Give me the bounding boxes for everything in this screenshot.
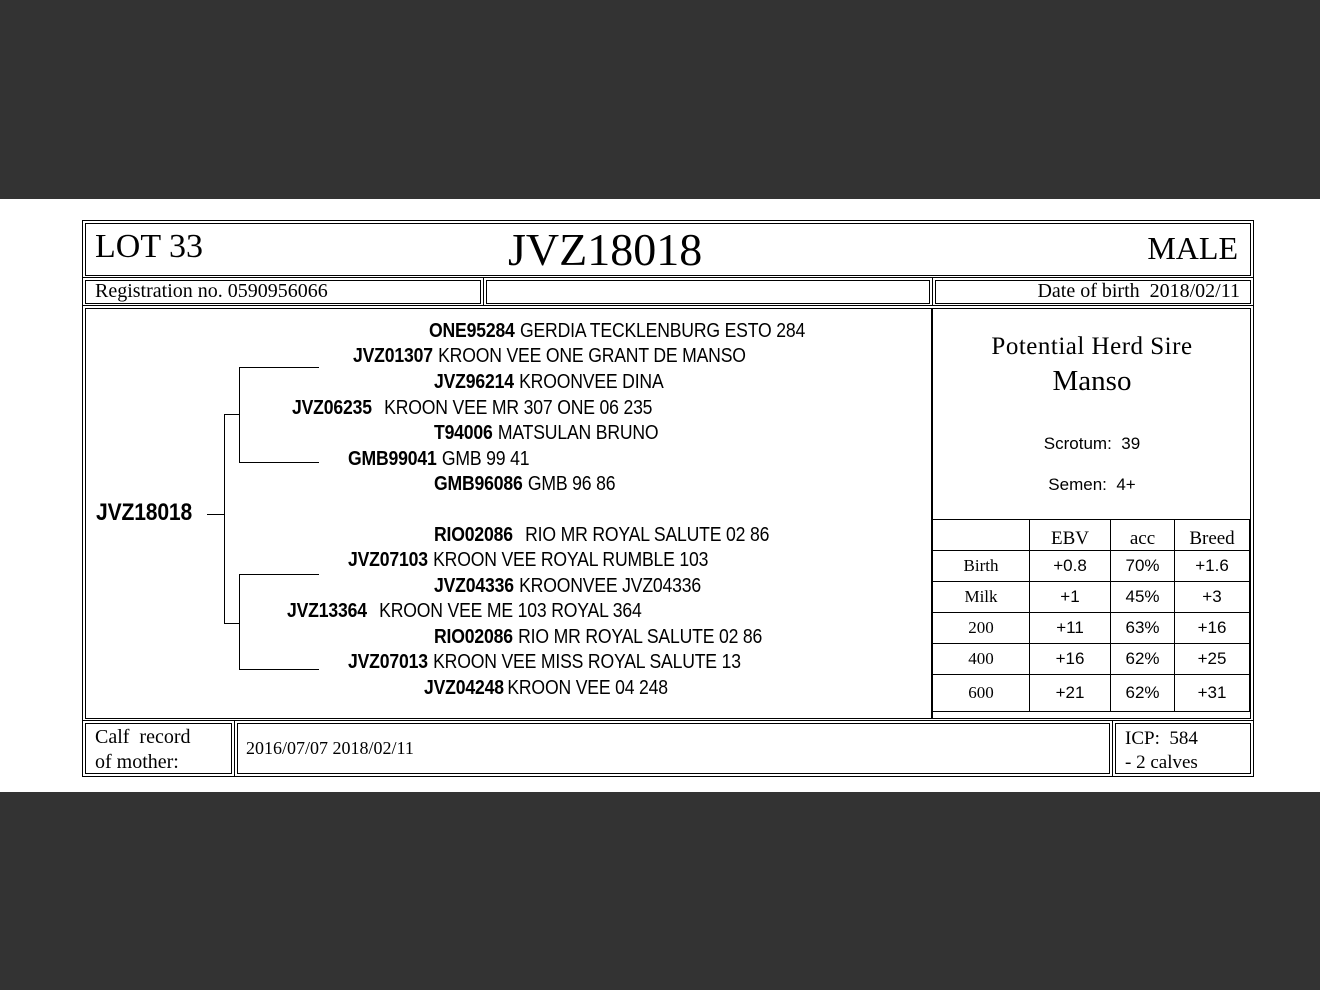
dam-grand-vertical (239, 574, 240, 669)
pedigree-entry: T94006 MATSULAN BRUNO (434, 422, 659, 444)
ebv-row (933, 644, 1250, 675)
ebv-row-label: Birth (933, 551, 1030, 582)
sire-dam-connector (239, 462, 319, 463)
ebv-row (933, 613, 1250, 644)
dam-sire-connector (239, 574, 319, 575)
breed-header: Breed (1175, 520, 1250, 551)
lot-number: LOT 33 (95, 228, 203, 265)
semen-info (933, 475, 1251, 495)
semen-label: Semen: (1048, 475, 1107, 494)
scrotum-value: 39 (1121, 434, 1141, 453)
catalogue-sheet (0, 199, 1320, 792)
dam-dam-connector (239, 669, 319, 670)
registration-number (95, 280, 328, 303)
breed-value: +3 (1175, 582, 1250, 613)
sire-connector (224, 414, 239, 415)
acc-value: 70% (1111, 551, 1175, 582)
parents-vertical (224, 414, 225, 623)
ebv-value: +0.8 (1030, 551, 1111, 582)
sire-grand-vertical (239, 367, 240, 462)
registration-value: 0590956066 (227, 280, 328, 302)
ebv-header-row (933, 520, 1250, 551)
ebv-row-label: Milk (933, 582, 1030, 613)
pedigree-entry: JVZ07103 KROON VEE ROYAL RUMBLE 103 (348, 549, 709, 571)
breed-value: +25 (1175, 644, 1250, 675)
dob-label: Date of birth (1037, 280, 1140, 302)
pedigree-entry: JVZ04336 KROONVEE JVZ04336 (434, 575, 701, 597)
pedigree-entry: JVZ13364 KROON VEE ME 103 ROYAL 364 (287, 600, 642, 622)
remarks-line-1: Potential Herd Sire (991, 333, 1193, 360)
pedigree-entry: JVZ07013 KROON VEE MISS ROYAL SALUTE 13 (348, 651, 741, 673)
pedigree-entry: JVZ06235 KROON VEE MR 307 ONE 06 235 (292, 397, 653, 419)
pedigree-entry: RIO02086 RIO MR ROYAL SALUTE 02 86 (434, 524, 770, 546)
dam-connector (224, 623, 239, 624)
scrotum-info (933, 434, 1251, 454)
ebv-value: +21 (1030, 675, 1111, 712)
acc-value: 63% (1111, 613, 1175, 644)
breed-value: +1.6 (1175, 551, 1250, 582)
ebv-corner-cell (933, 520, 1030, 551)
semen-value: 4+ (1116, 475, 1136, 494)
sire-sire-connector (239, 367, 319, 368)
ebv-row (933, 582, 1250, 613)
dob-value: 2018/02/11 (1149, 280, 1240, 302)
pedigree-entry: RIO02086 RIO MR ROYAL SALUTE 02 86 (434, 626, 763, 648)
acc-value: 62% (1111, 675, 1175, 712)
ebv-value: +16 (1030, 644, 1111, 675)
calf-record-label: Calf record of mother: (95, 726, 191, 773)
ebv-row (933, 675, 1250, 712)
pedigree-entry: JVZ04248 KROON VEE 04 248 (424, 677, 668, 699)
pedigree-entry: JVZ01307 KROON VEE ONE GRANT DE MANSO (353, 345, 746, 367)
subject-connector (207, 514, 224, 515)
subject-id: JVZ18018 (96, 499, 193, 526)
animal-id-title: JVZ18018 (508, 224, 703, 275)
acc-header: acc (1111, 520, 1175, 551)
ebv-value: +11 (1030, 613, 1111, 644)
acc-value: 45% (1111, 582, 1175, 613)
pedigree-entry: JVZ96214 KROONVEE DINA (434, 371, 664, 393)
calf-record-dates: 2016/07/07 2018/02/11 (246, 738, 414, 758)
date-of-birth (1037, 280, 1240, 303)
ebv-row-label: 200 (933, 613, 1030, 644)
sex-label: MALE (1147, 230, 1238, 266)
breed-value: +31 (1175, 675, 1250, 712)
breed-value: +16 (1175, 613, 1250, 644)
ebv-table (932, 519, 1250, 712)
ebv-header: EBV (1030, 520, 1111, 551)
remarks-line-2: Manso (1052, 365, 1132, 397)
acc-value: 62% (1111, 644, 1175, 675)
pedigree-entry: GMB99041 GMB 99 41 (348, 448, 530, 470)
pedigree-entry: ONE95284 GERDIA TECKLENBURG ESTO 284 (429, 320, 806, 342)
registration-spacer-box (486, 280, 930, 304)
ebv-row (933, 551, 1250, 582)
scrotum-label: Scrotum: (1043, 434, 1112, 453)
ebv-row-label: 400 (933, 644, 1030, 675)
icp-info: ICP: 584 - 2 calves (1125, 728, 1198, 773)
ebv-value: +1 (1030, 582, 1111, 613)
ebv-row-label: 600 (933, 675, 1030, 712)
pedigree-entry: GMB96086 GMB 96 86 (434, 473, 616, 495)
registration-label: Registration no. (95, 280, 223, 302)
